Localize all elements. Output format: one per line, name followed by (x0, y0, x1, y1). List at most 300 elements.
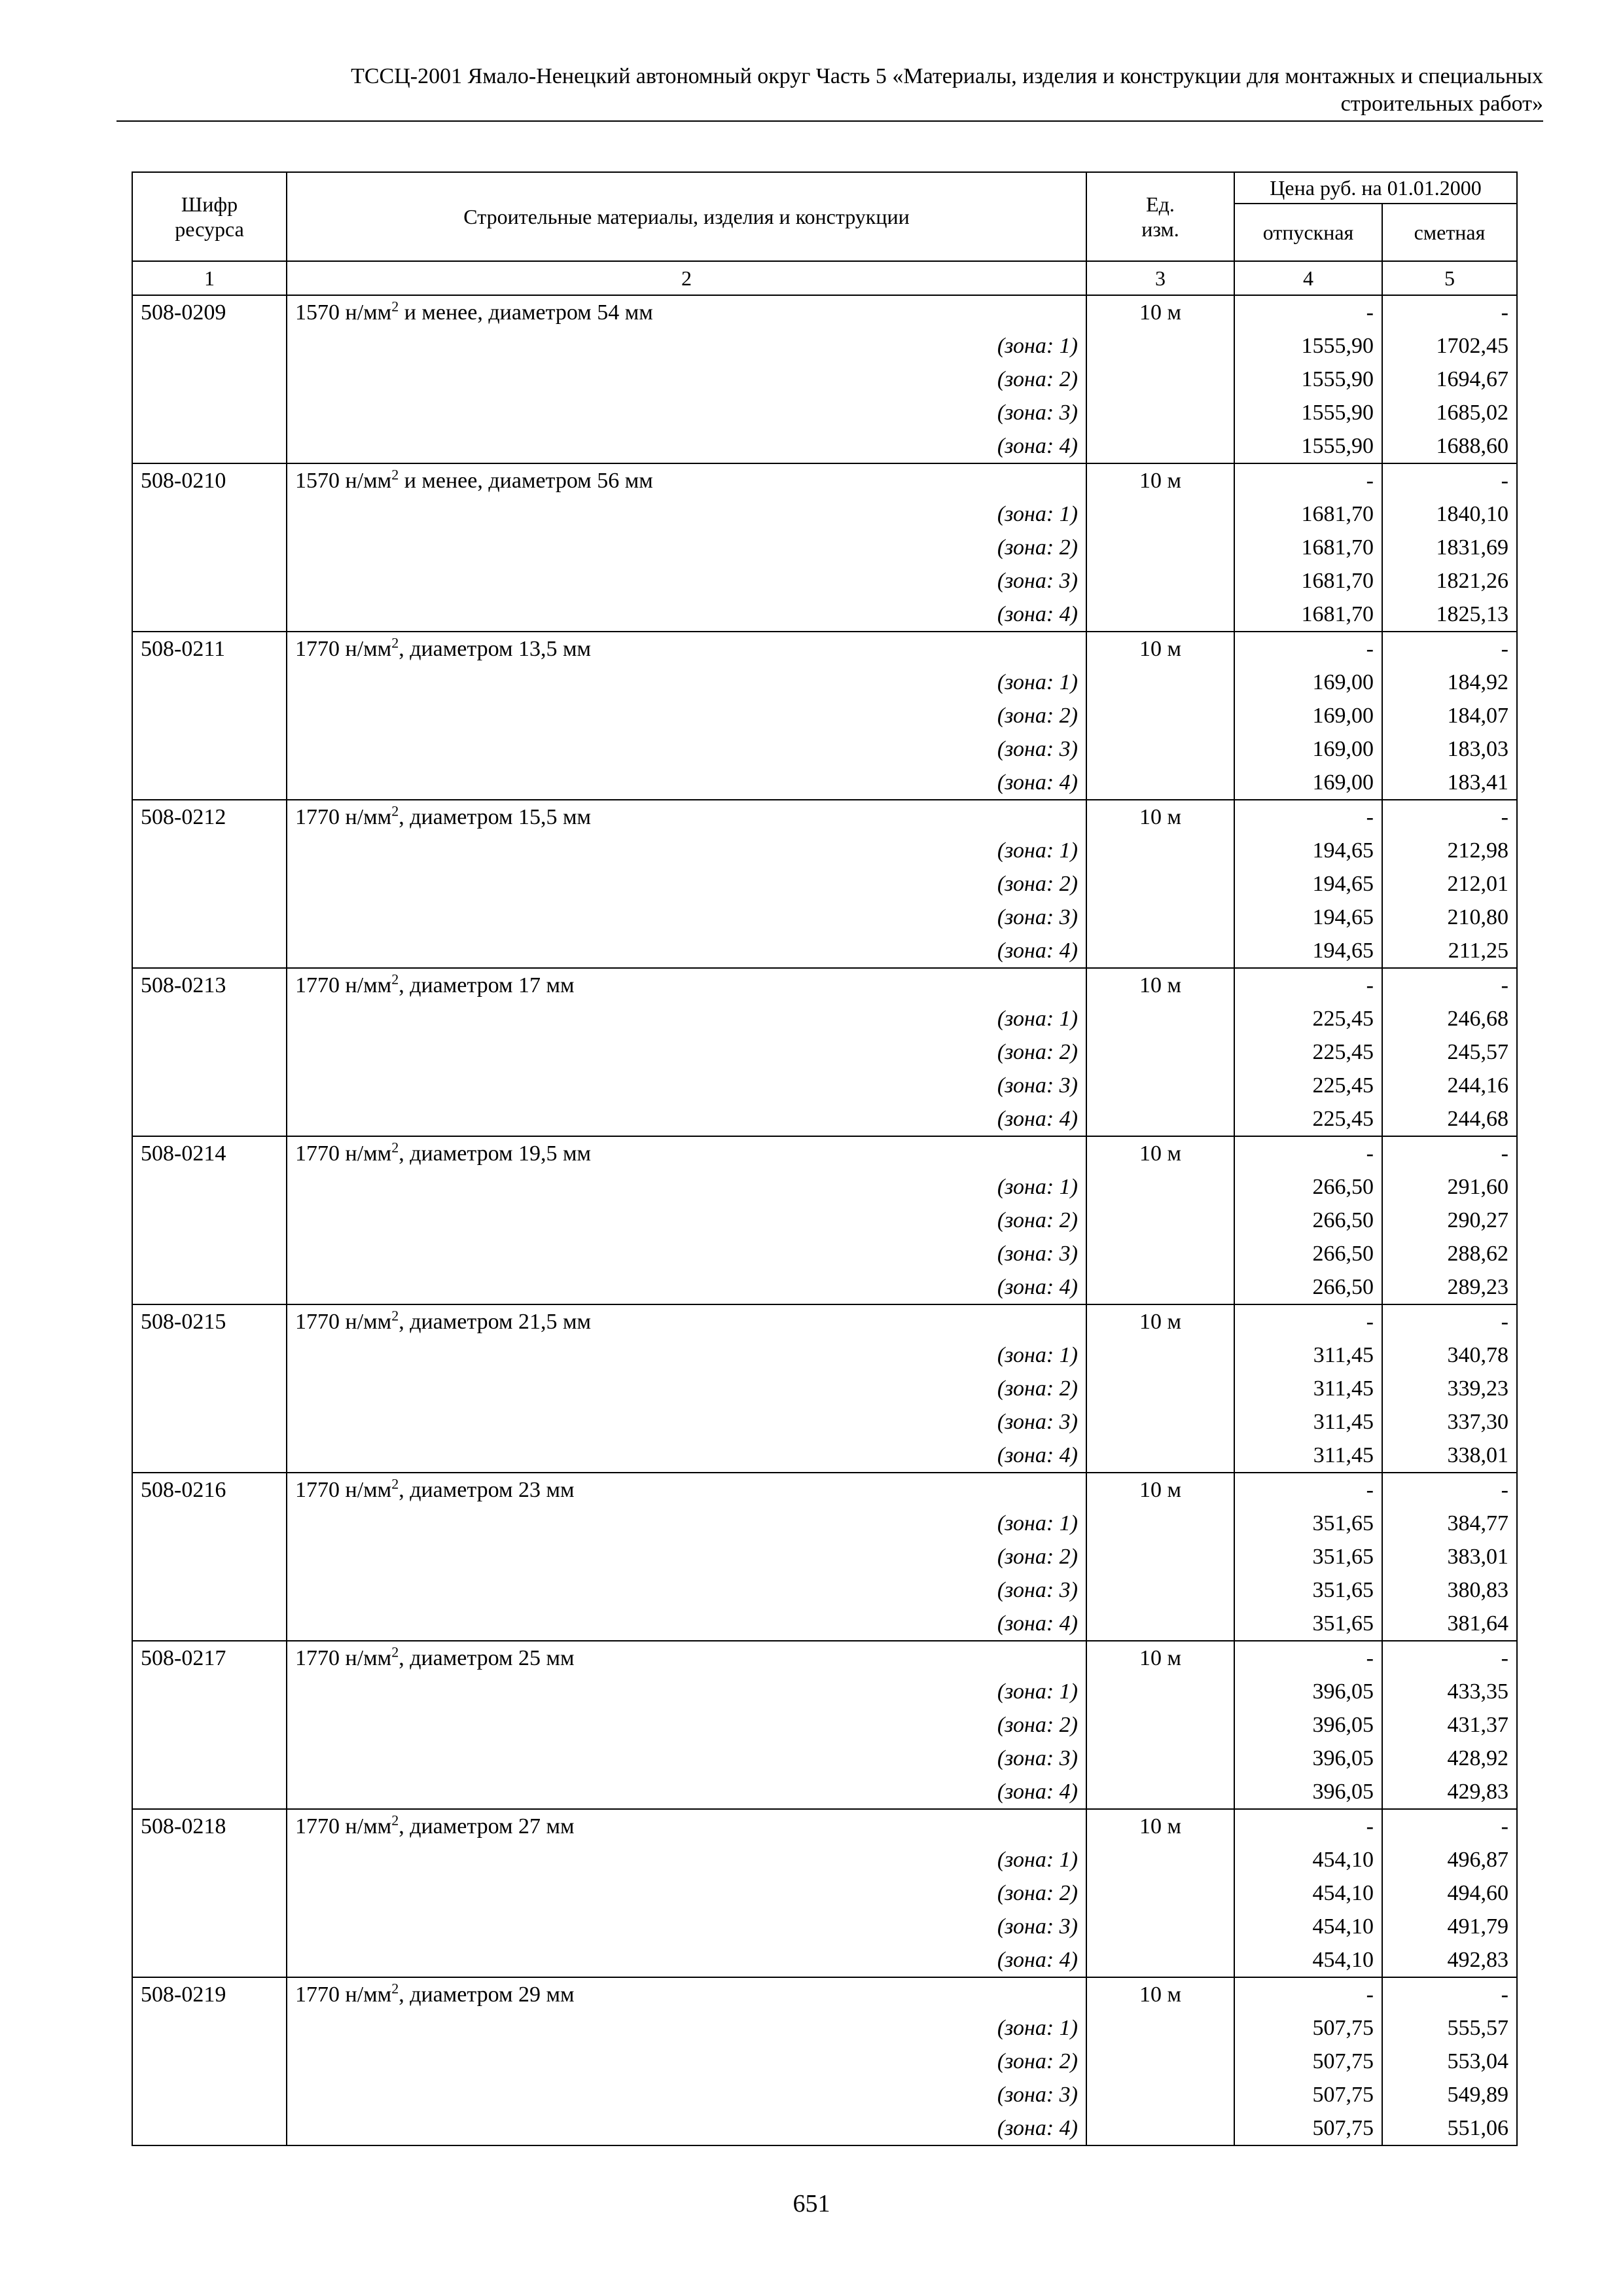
zone-label: (зона: 3) (287, 564, 1086, 598)
col-header-release: отпускная (1234, 204, 1382, 261)
zone-estimate-price: 428,92 (1382, 1742, 1517, 1775)
zone-estimate-price: 491,79 (1382, 1910, 1517, 1943)
zone-estimate-price: 290,27 (1382, 1204, 1517, 1237)
price-table-head (132, 172, 1517, 295)
zone-estimate-price: 210,80 (1382, 901, 1517, 934)
zone-estimate-price: 551,06 (1382, 2111, 1517, 2145)
zone-estimate-price: 211,25 (1382, 934, 1517, 968)
resource-code: 508-0212 (132, 800, 287, 834)
zone-code-empty (132, 934, 287, 968)
resource-name (287, 1641, 1086, 1675)
zone-row (132, 901, 1517, 934)
zone-unit-empty (1086, 1170, 1234, 1204)
zone-unit-empty (1086, 1035, 1234, 1069)
zone-row (132, 2011, 1517, 2045)
zone-code-empty (132, 1270, 287, 1304)
zone-estimate-price: 288,62 (1382, 1237, 1517, 1270)
zone-label: (зона: 3) (287, 396, 1086, 429)
resource-estimate-price: - (1382, 1304, 1517, 1338)
resource-name (287, 1473, 1086, 1507)
zone-label: (зона: 2) (287, 867, 1086, 901)
zone-estimate-price: 1685,02 (1382, 396, 1517, 429)
zone-unit-empty (1086, 1069, 1234, 1102)
resource-unit: 10 м (1086, 1977, 1234, 2011)
zone-release-price: 225,45 (1234, 1002, 1382, 1035)
zone-release-price: 454,10 (1234, 1943, 1382, 1977)
resource-code: 508-0209 (132, 295, 287, 329)
zone-label: (зона: 1) (287, 1675, 1086, 1708)
superscript-2: 2 (391, 1139, 399, 1156)
zone-label: (зона: 1) (287, 1002, 1086, 1035)
zone-row (132, 598, 1517, 632)
price-table-body (132, 295, 1517, 2145)
resource-unit: 10 м (1086, 1809, 1234, 1843)
superscript-2: 2 (391, 1980, 399, 1997)
zone-code-empty (132, 666, 287, 699)
zone-release-price: 1681,70 (1234, 531, 1382, 564)
resource-unit: 10 м (1086, 1641, 1234, 1675)
zone-release-price: 266,50 (1234, 1270, 1382, 1304)
running-header (116, 63, 1543, 118)
resource-unit: 10 м (1086, 1304, 1234, 1338)
resource-name-suffix: , диаметром 27 мм (399, 1814, 575, 1839)
zone-code-empty (132, 699, 287, 732)
zone-estimate-price: 431,37 (1382, 1708, 1517, 1742)
zone-release-price: 507,75 (1234, 2011, 1382, 2045)
resource-unit: 10 м (1086, 968, 1234, 1002)
zone-row (132, 1540, 1517, 1573)
resource-name (287, 1977, 1086, 2011)
zone-code-empty (132, 1102, 287, 1136)
zone-row (132, 2045, 1517, 2078)
zone-release-price: 1555,90 (1234, 429, 1382, 463)
zone-code-empty (132, 2045, 287, 2078)
zone-code-empty (132, 1775, 287, 1809)
zone-release-price: 311,45 (1234, 1338, 1382, 1372)
resource-row (132, 463, 1517, 497)
zone-unit-empty (1086, 329, 1234, 363)
zone-unit-empty (1086, 1943, 1234, 1977)
superscript-2: 2 (391, 1475, 399, 1492)
zone-row (132, 329, 1517, 363)
zone-unit-empty (1086, 1540, 1234, 1573)
zone-unit-empty (1086, 1775, 1234, 1809)
zone-estimate-price: 496,87 (1382, 1843, 1517, 1876)
zone-unit-empty (1086, 1573, 1234, 1607)
resource-name-prefix: 1570 н/мм (295, 300, 392, 325)
resource-name (287, 968, 1086, 1002)
zone-row (132, 1708, 1517, 1742)
zone-estimate-price: 1694,67 (1382, 363, 1517, 396)
zone-release-price: 507,75 (1234, 2078, 1382, 2111)
resource-name-prefix: 1770 н/мм (295, 1141, 392, 1166)
zone-estimate-price: 339,23 (1382, 1372, 1517, 1405)
zone-row (132, 531, 1517, 564)
zone-label: (зона: 2) (287, 1204, 1086, 1237)
zone-code-empty (132, 1204, 287, 1237)
zone-unit-empty (1086, 1204, 1234, 1237)
zone-estimate-price: 1831,69 (1382, 531, 1517, 564)
resource-estimate-price: - (1382, 1473, 1517, 1507)
zone-release-price: 169,00 (1234, 699, 1382, 732)
resource-row (132, 968, 1517, 1002)
zone-row (132, 1943, 1517, 1977)
resource-row (132, 1977, 1517, 2011)
zone-code-empty (132, 1372, 287, 1405)
zone-unit-empty (1086, 901, 1234, 934)
resource-release-price: - (1234, 1304, 1382, 1338)
zone-unit-empty (1086, 1270, 1234, 1304)
zone-unit-empty (1086, 1910, 1234, 1943)
zone-estimate-price: 338,01 (1382, 1439, 1517, 1473)
resource-code: 508-0215 (132, 1304, 287, 1338)
zone-unit-empty (1086, 934, 1234, 968)
zone-code-empty (132, 1675, 287, 1708)
zone-estimate-price: 494,60 (1382, 1876, 1517, 1910)
zone-code-empty (132, 1237, 287, 1270)
resource-code: 508-0211 (132, 632, 287, 666)
zone-row (132, 1170, 1517, 1204)
resource-estimate-price: - (1382, 1136, 1517, 1170)
zone-row (132, 2078, 1517, 2111)
col-header-estimate: сметная (1382, 204, 1517, 261)
resource-release-price: - (1234, 1809, 1382, 1843)
resource-name (287, 1304, 1086, 1338)
zone-row (132, 766, 1517, 800)
zone-row (132, 1439, 1517, 1473)
superscript-2: 2 (391, 466, 399, 483)
col-number-1: 1 (132, 261, 287, 295)
zone-label: (зона: 1) (287, 1843, 1086, 1876)
zone-estimate-price: 1688,60 (1382, 429, 1517, 463)
zone-unit-empty (1086, 396, 1234, 429)
zone-unit-empty (1086, 766, 1234, 800)
zone-code-empty (132, 1439, 287, 1473)
resource-release-price: - (1234, 800, 1382, 834)
zone-estimate-price: 246,68 (1382, 1002, 1517, 1035)
zone-row (132, 2111, 1517, 2145)
zone-label: (зона: 3) (287, 732, 1086, 766)
resource-name-suffix: , диаметром 21,5 мм (399, 1310, 592, 1334)
zone-estimate-price: 492,83 (1382, 1943, 1517, 1977)
resource-unit: 10 м (1086, 632, 1234, 666)
zone-label: (зона: 1) (287, 666, 1086, 699)
resource-estimate-price: - (1382, 1977, 1517, 2011)
resource-name-suffix: , диаметром 23 мм (399, 1478, 575, 1502)
zone-unit-empty (1086, 1439, 1234, 1473)
zone-code-empty (132, 396, 287, 429)
zone-label: (зона: 2) (287, 2045, 1086, 2078)
zone-estimate-price: 553,04 (1382, 2045, 1517, 2078)
zone-unit-empty (1086, 1607, 1234, 1641)
resource-name (287, 1136, 1086, 1170)
resource-unit: 10 м (1086, 463, 1234, 497)
zone-label: (зона: 1) (287, 2011, 1086, 2045)
zone-unit-empty (1086, 1843, 1234, 1876)
zone-row (132, 1035, 1517, 1069)
zone-unit-empty (1086, 2045, 1234, 2078)
zone-row (132, 1742, 1517, 1775)
zone-estimate-price: 1825,13 (1382, 598, 1517, 632)
resource-name-suffix: , диаметром 29 мм (399, 1982, 575, 2007)
zone-release-price: 169,00 (1234, 732, 1382, 766)
page-number: 651 (793, 2190, 830, 2217)
resource-unit: 10 м (1086, 1136, 1234, 1170)
zone-code-empty (132, 1708, 287, 1742)
resource-row (132, 295, 1517, 329)
zone-code-empty (132, 497, 287, 531)
zone-row (132, 429, 1517, 463)
zone-row (132, 1002, 1517, 1035)
zone-release-price: 507,75 (1234, 2045, 1382, 2078)
zone-row (132, 1338, 1517, 1372)
zone-row (132, 732, 1517, 766)
zone-label: (зона: 4) (287, 2111, 1086, 2145)
zone-label: (зона: 4) (287, 1607, 1086, 1641)
zone-label: (зона: 3) (287, 1910, 1086, 1943)
zone-unit-empty (1086, 2078, 1234, 2111)
resource-name (287, 800, 1086, 834)
zone-code-empty (132, 1742, 287, 1775)
zone-estimate-price: 340,78 (1382, 1338, 1517, 1372)
col-number-2: 2 (287, 261, 1086, 295)
zone-release-price: 396,05 (1234, 1742, 1382, 1775)
zone-estimate-price: 212,01 (1382, 867, 1517, 901)
zone-code-empty (132, 1170, 287, 1204)
resource-code: 508-0218 (132, 1809, 287, 1843)
zone-code-empty (132, 1069, 287, 1102)
zone-code-empty (132, 531, 287, 564)
resource-name (287, 295, 1086, 329)
zone-estimate-price: 212,98 (1382, 834, 1517, 867)
zone-release-price: 266,50 (1234, 1237, 1382, 1270)
zone-label: (зона: 4) (287, 934, 1086, 968)
zone-unit-empty (1086, 732, 1234, 766)
zone-row (132, 1102, 1517, 1136)
zone-unit-empty (1086, 531, 1234, 564)
zone-code-empty (132, 834, 287, 867)
zone-release-price: 225,45 (1234, 1035, 1382, 1069)
zone-label: (зона: 1) (287, 834, 1086, 867)
zone-release-price: 194,65 (1234, 867, 1382, 901)
zone-code-empty (132, 2078, 287, 2111)
zone-label: (зона: 4) (287, 1775, 1086, 1809)
zone-estimate-price: 380,83 (1382, 1573, 1517, 1607)
resource-release-price: - (1234, 1136, 1382, 1170)
zone-code-empty (132, 901, 287, 934)
superscript-2: 2 (391, 298, 399, 315)
zone-label: (зона: 3) (287, 1069, 1086, 1102)
resource-name-prefix: 1770 н/мм (295, 1310, 392, 1334)
zone-code-empty (132, 2111, 287, 2145)
resource-unit: 10 м (1086, 295, 1234, 329)
zone-release-price: 507,75 (1234, 2111, 1382, 2145)
resource-name-prefix: 1770 н/мм (295, 973, 392, 997)
zone-release-price: 311,45 (1234, 1405, 1382, 1439)
zone-row (132, 396, 1517, 429)
zone-row (132, 666, 1517, 699)
zone-label: (зона: 1) (287, 1170, 1086, 1204)
zone-release-price: 396,05 (1234, 1708, 1382, 1742)
resource-code: 508-0214 (132, 1136, 287, 1170)
zone-label: (зона: 4) (287, 766, 1086, 800)
zone-code-empty (132, 1910, 287, 1943)
zone-release-price: 454,10 (1234, 1876, 1382, 1910)
resource-name-suffix: , диаметром 25 мм (399, 1646, 575, 1670)
zone-release-price: 351,65 (1234, 1540, 1382, 1573)
zone-code-empty (132, 1338, 287, 1372)
zone-estimate-price: 291,60 (1382, 1170, 1517, 1204)
header-rule (116, 120, 1543, 122)
zone-estimate-price: 184,92 (1382, 666, 1517, 699)
zone-unit-empty (1086, 666, 1234, 699)
zone-estimate-price: 184,07 (1382, 699, 1517, 732)
zone-estimate-price: 244,68 (1382, 1102, 1517, 1136)
resource-name-suffix: , диаметром 19,5 мм (399, 1141, 592, 1166)
resource-release-price: - (1234, 295, 1382, 329)
resource-row (132, 1304, 1517, 1338)
zone-estimate-price: 183,41 (1382, 766, 1517, 800)
zone-estimate-price: 429,83 (1382, 1775, 1517, 1809)
zone-release-price: 454,10 (1234, 1843, 1382, 1876)
resource-code: 508-0213 (132, 968, 287, 1002)
zone-release-price: 396,05 (1234, 1675, 1382, 1708)
col-header-name: Строительные материалы, изделия и конструкции (287, 172, 1086, 261)
zone-unit-empty (1086, 1507, 1234, 1540)
zone-row (132, 1372, 1517, 1405)
zone-release-price: 396,05 (1234, 1775, 1382, 1809)
zone-release-price: 225,45 (1234, 1069, 1382, 1102)
zone-estimate-price: 183,03 (1382, 732, 1517, 766)
resource-code: 508-0216 (132, 1473, 287, 1507)
zone-label: (зона: 2) (287, 1708, 1086, 1742)
zone-release-price: 311,45 (1234, 1439, 1382, 1473)
resource-row (132, 800, 1517, 834)
zone-release-price: 169,00 (1234, 766, 1382, 800)
col-header-price: Цена руб. на 01.01.2000 (1234, 172, 1517, 204)
zone-release-price: 194,65 (1234, 834, 1382, 867)
zone-row (132, 1405, 1517, 1439)
zone-code-empty (132, 1035, 287, 1069)
zone-unit-empty (1086, 2111, 1234, 2145)
zone-row (132, 1675, 1517, 1708)
col-number-4: 4 (1234, 261, 1382, 295)
zone-row (132, 1270, 1517, 1304)
zone-unit-empty (1086, 1338, 1234, 1372)
resource-estimate-price: - (1382, 632, 1517, 666)
zone-unit-empty (1086, 1708, 1234, 1742)
zone-row (132, 1607, 1517, 1641)
zone-label: (зона: 4) (287, 429, 1086, 463)
resource-row (132, 632, 1517, 666)
zone-code-empty (132, 1876, 287, 1910)
zone-row (132, 1876, 1517, 1910)
resource-release-price: - (1234, 632, 1382, 666)
resource-release-price: - (1234, 1641, 1382, 1675)
col-header-code (132, 172, 287, 261)
zone-row (132, 564, 1517, 598)
zone-unit-empty (1086, 1675, 1234, 1708)
zone-label: (зона: 1) (287, 329, 1086, 363)
zone-estimate-price: 381,64 (1382, 1607, 1517, 1641)
zone-label: (зона: 2) (287, 1540, 1086, 1573)
zone-release-price: 351,65 (1234, 1507, 1382, 1540)
zone-release-price: 454,10 (1234, 1910, 1382, 1943)
zone-unit-empty (1086, 1405, 1234, 1439)
resource-estimate-price: - (1382, 800, 1517, 834)
zone-unit-empty (1086, 834, 1234, 867)
zone-estimate-price: 384,77 (1382, 1507, 1517, 1540)
zone-code-empty (132, 732, 287, 766)
resource-unit: 10 м (1086, 1473, 1234, 1507)
resource-name-prefix: 1770 н/мм (295, 637, 392, 661)
zone-unit-empty (1086, 699, 1234, 732)
zone-code-empty (132, 1573, 287, 1607)
zone-label: (зона: 4) (287, 1270, 1086, 1304)
resource-unit: 10 м (1086, 800, 1234, 834)
zone-label: (зона: 2) (287, 363, 1086, 396)
zone-release-price: 169,00 (1234, 666, 1382, 699)
resource-code: 508-0217 (132, 1641, 287, 1675)
zone-code-empty (132, 429, 287, 463)
zone-estimate-price: 337,30 (1382, 1405, 1517, 1439)
zone-code-empty (132, 867, 287, 901)
zone-unit-empty (1086, 1102, 1234, 1136)
zone-unit-empty (1086, 363, 1234, 396)
resource-estimate-price: - (1382, 968, 1517, 1002)
zone-release-price: 1555,90 (1234, 396, 1382, 429)
zone-row (132, 1507, 1517, 1540)
zone-code-empty (132, 564, 287, 598)
superscript-2: 2 (391, 1643, 399, 1660)
zone-release-price: 1555,90 (1234, 329, 1382, 363)
zone-label: (зона: 2) (287, 531, 1086, 564)
zone-label: (зона: 1) (287, 497, 1086, 531)
resource-estimate-price: - (1382, 295, 1517, 329)
zone-label: (зона: 3) (287, 2078, 1086, 2111)
zone-row (132, 1775, 1517, 1809)
col-header-unit-label: Ед. изм. (1141, 192, 1179, 241)
zone-release-price: 194,65 (1234, 934, 1382, 968)
resource-name-suffix: , диаметром 13,5 мм (399, 637, 592, 661)
resource-name (287, 632, 1086, 666)
zone-unit-empty (1086, 598, 1234, 632)
resource-row (132, 1136, 1517, 1170)
zone-estimate-price: 383,01 (1382, 1540, 1517, 1573)
price-table (132, 171, 1518, 2146)
zone-estimate-price: 549,89 (1382, 2078, 1517, 2111)
superscript-2: 2 (391, 971, 399, 988)
zone-code-empty (132, 1843, 287, 1876)
zone-estimate-price: 245,57 (1382, 1035, 1517, 1069)
zone-row (132, 867, 1517, 901)
zone-row (132, 1069, 1517, 1102)
zone-estimate-price: 289,23 (1382, 1270, 1517, 1304)
zone-code-empty (132, 363, 287, 396)
zone-unit-empty (1086, 497, 1234, 531)
resource-release-price: - (1234, 1473, 1382, 1507)
zone-unit-empty (1086, 2011, 1234, 2045)
resource-release-price: - (1234, 463, 1382, 497)
zone-code-empty (132, 598, 287, 632)
zone-label: (зона: 2) (287, 1035, 1086, 1069)
zone-code-empty (132, 1405, 287, 1439)
zone-label: (зона: 4) (287, 598, 1086, 632)
resource-name-suffix: и менее, диаметром 56 мм (399, 469, 653, 493)
zone-release-price: 311,45 (1234, 1372, 1382, 1405)
zone-release-price: 266,50 (1234, 1170, 1382, 1204)
zone-code-empty (132, 1607, 287, 1641)
